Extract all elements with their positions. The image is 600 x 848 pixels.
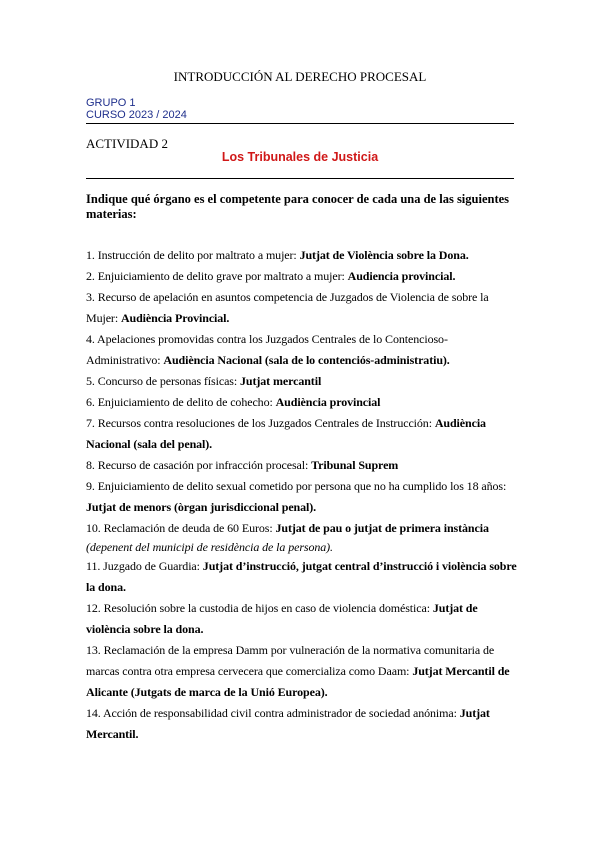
answer-text: Jutjat de menors (òrgan jurisdiccional penal). bbox=[86, 500, 317, 514]
list-item bbox=[86, 455, 518, 476]
question-text: 8. Recurso de casación por infracción procesal: bbox=[86, 458, 312, 472]
list-item bbox=[86, 556, 518, 598]
list-item bbox=[86, 266, 518, 287]
question-text: 10. Reclamación de deuda de 60 Euros: bbox=[86, 521, 276, 535]
list-item bbox=[86, 245, 518, 266]
answer-text: Jutjat Mercantil. bbox=[86, 706, 490, 741]
question-text: 6. Enjuiciamiento de delito de cohecho: bbox=[86, 395, 276, 409]
course-label: CURSO 2023 / 2024 bbox=[86, 109, 187, 121]
list-item bbox=[86, 640, 518, 703]
question-text: 12. Resolución sobre la custodia de hijos en caso de violencia doméstica: bbox=[86, 601, 433, 615]
list-item bbox=[86, 287, 518, 329]
question-text: 9. Enjuiciamiento de delito sexual cometido por persona que no ha cumplido los 18 años: bbox=[86, 479, 507, 493]
header-divider bbox=[86, 123, 514, 124]
list-item bbox=[86, 329, 518, 371]
question-text: 11. Juzgado de Guardia: bbox=[86, 559, 203, 573]
question-text: 1. Instrucción de delito por maltrato a mujer: bbox=[86, 248, 300, 262]
answer-note: (depenent del municipi de residència de la persona). bbox=[86, 540, 333, 554]
answer-text: Audiència Provincial. bbox=[120, 311, 230, 325]
list-item bbox=[86, 413, 518, 455]
answer-text: Jutjat de Violència sobre la Dona. bbox=[299, 248, 469, 262]
answer-text: Tribunal Suprem bbox=[311, 458, 399, 472]
question-text: 5. Concurso de personas físicas: bbox=[86, 374, 241, 388]
activity-label: ACTIVIDAD 2 bbox=[86, 136, 168, 151]
question-text: 3. Recurso de apelación en asuntos competencia de Juzgados de Violencia de sobre la Mujer: bbox=[86, 290, 489, 325]
answer-text: Jutjat de pau o jutjat de primera instància bbox=[275, 521, 489, 535]
answer-text: Jutjat mercantil bbox=[240, 374, 322, 388]
list-item bbox=[86, 518, 518, 556]
group-info bbox=[86, 97, 187, 121]
answer-text: Audiència provincial bbox=[275, 395, 381, 409]
activity-divider bbox=[86, 178, 514, 179]
list-item bbox=[86, 598, 518, 640]
list-item bbox=[86, 476, 518, 518]
group-label: GRUPO 1 bbox=[86, 97, 136, 109]
question-text: 7. Recursos contra resoluciones de los Juzgados Centrales de Instrucción: bbox=[86, 416, 435, 430]
activity-subject: Los Tribunales de Justicia bbox=[221, 150, 379, 164]
answer-text: Audiència Nacional (sala del penal). bbox=[86, 416, 486, 451]
answer-text: Jutjat Mercantil de Alicante (Jutgats de marca de la Unió Europea). bbox=[86, 664, 510, 699]
answer-text: Jutjat de violència sobre la dona. bbox=[86, 601, 478, 636]
answer-text: Audiència Nacional (sala de lo contenciós-administratiu). bbox=[163, 353, 450, 367]
question-text: 14. Acción de responsabilidad civil contra administrador de sociedad anónima: bbox=[86, 706, 460, 720]
answer-text: Audiencia provincial. bbox=[347, 269, 456, 283]
list-item bbox=[86, 703, 518, 745]
question-text: 13. Reclamación de la empresa Damm por vulneración de la normativa comunitaria de marcas contra otra empresa cervecera que comercializa como Daam: bbox=[86, 643, 495, 678]
document-title: INTRODUCCIÓN AL DERECHO PROCESAL bbox=[173, 69, 427, 84]
list-item bbox=[86, 371, 518, 392]
question-list bbox=[86, 245, 518, 745]
list-item bbox=[86, 392, 518, 413]
instruction-text: Indique qué órgano es el competente para conocer de cada una de las siguientes materias: bbox=[86, 192, 510, 221]
question-text: 2. Enjuiciamiento de delito grave por maltrato a mujer: bbox=[86, 269, 348, 283]
question-text: 4. Apelaciones promovidas contra los Juzgados Centrales de lo Contencioso-Administrativo: bbox=[86, 332, 448, 367]
answer-text: Jutjat d’instrucció, jutgat central d’instrucció i violència sobre la dona. bbox=[86, 559, 517, 594]
